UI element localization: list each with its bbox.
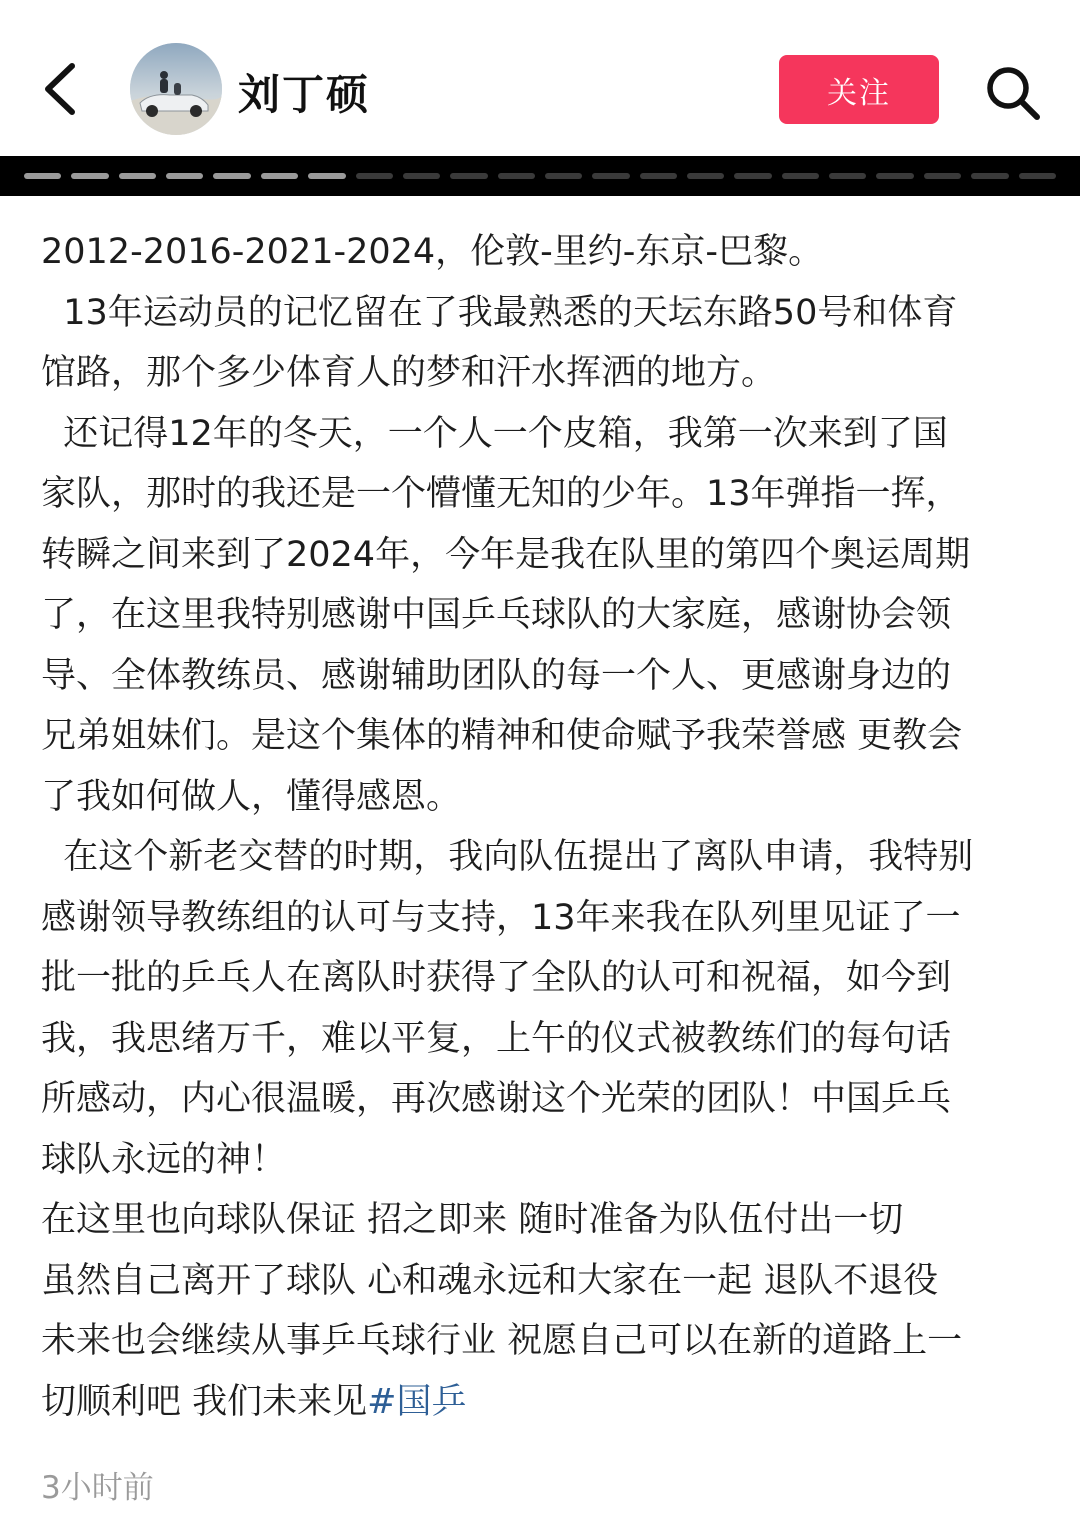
post-line: 13年运动员的记忆留在了我最熟悉的天坛东路50号和体育 [41, 292, 958, 333]
post-line: 还记得12年的冬天，一个人一个皮箱，我第一次来到了国 [41, 413, 948, 454]
progress-segment [1019, 173, 1056, 179]
story-progress-bar [0, 156, 1080, 196]
post-line: 虽然自己离开了球队 心和魂永远和大家在一起 退队不退役 [41, 1260, 939, 1301]
post-line: 感谢领导教练组的认可与支持，13年来我在队列里见证了一 [41, 897, 961, 938]
search-icon [985, 65, 1041, 121]
post-line: 在这个新老交替的时期，我向队伍提出了离队申请，我特别 [41, 837, 974, 877]
post-line: 未来也会继续从事乒乓球行业 祝愿自己可以在新的道路上一 [41, 1321, 963, 1361]
post-line: 批一批的乒乓人在离队时获得了全队的认可和祝福，如今到 [41, 958, 952, 998]
post-line: 兄弟姐妹们。是这个集体的精神和使命赋予我荣誉感 更教会 [41, 716, 963, 756]
progress-segment [450, 173, 487, 179]
post-line: 了，在这里我特别感谢中国乒乓球队的大家庭，感谢协会领 [41, 595, 952, 635]
progress-segment [545, 173, 582, 179]
progress-segment [687, 173, 724, 179]
hashtag-link[interactable]: #国乒 [367, 1381, 467, 1422]
search-button[interactable] [982, 62, 1044, 124]
progress-segment [24, 173, 61, 179]
post-line: 球队永远的神！ [41, 1139, 287, 1180]
follow-button[interactable]: 关注 [779, 55, 939, 124]
progress-segment [782, 173, 819, 179]
progress-segment [924, 173, 961, 179]
post-body [41, 222, 1041, 1372]
avatar-image [130, 43, 222, 135]
progress-segment [119, 173, 156, 179]
post-last-text: 切顺利吧 我们未来见 [41, 1381, 368, 1422]
chevron-left-icon [42, 62, 78, 116]
post-line: 所感动，内心很温暖，再次感谢这个光荣的团队！中国乒乓 [41, 1079, 952, 1119]
username[interactable]: 刘丁硕 [238, 70, 371, 119]
post-line: 了我如何做人，懂得感恩。 [41, 776, 462, 817]
progress-segment [213, 173, 250, 179]
progress-segment [971, 173, 1008, 179]
progress-segment [734, 173, 771, 179]
post-timestamp: 3小时前 [41, 1470, 154, 1506]
post-content [41, 222, 1041, 1432]
post-line-last [41, 1372, 1041, 1433]
post-line: 导、全体教练员、感谢辅助团队的每一个人、更感谢身边的 [41, 655, 952, 696]
avatar[interactable] [130, 43, 222, 135]
progress-segment [640, 173, 677, 179]
post-line: 我，我思绪万千，难以平复，上午的仪式被教练们的每句话 [41, 1018, 952, 1059]
progress-segment [498, 173, 535, 179]
top-bar [0, 0, 1080, 156]
story-progress-track [24, 173, 1056, 179]
post-line: 2012-2016-2021-2024，伦敦-里约-东京-巴黎。 [41, 232, 824, 272]
back-button[interactable] [30, 54, 90, 124]
progress-segment [308, 173, 345, 179]
progress-segment [356, 173, 393, 179]
post-line: 在这里也向球队保证 招之即来 随时准备为队伍付出一切 [41, 1200, 904, 1240]
progress-segment [829, 173, 866, 179]
progress-segment [592, 173, 629, 179]
progress-segment [876, 173, 913, 179]
progress-segment [403, 173, 440, 179]
progress-segment [261, 173, 298, 179]
post-line: 家队，那时的我还是一个懵懂无知的少年。13年弹指一挥， [41, 474, 961, 514]
progress-segment [166, 173, 203, 179]
progress-segment [71, 173, 108, 179]
post-line: 馆路，那个多少体育人的梦和汗水挥洒的地方。 [41, 353, 777, 393]
post-line: 转瞬之间来到了2024年，今年是我在队里的第四个奥运周期 [41, 534, 971, 575]
